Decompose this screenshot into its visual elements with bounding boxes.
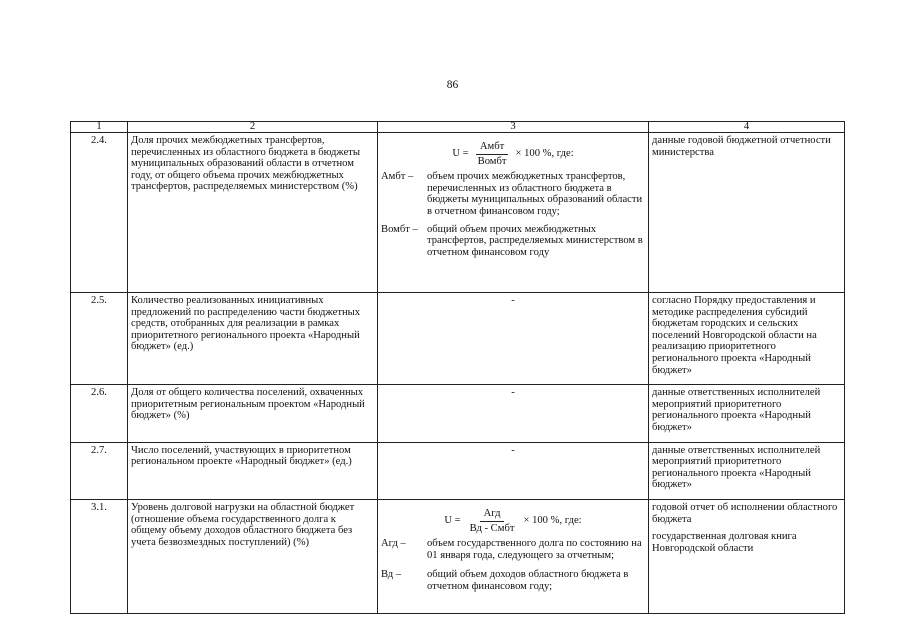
- calculation-method: [378, 133, 649, 293]
- column-header: 3: [378, 122, 649, 133]
- row-number: 3.1.: [71, 499, 128, 613]
- row-number: 2.5.: [71, 293, 128, 385]
- data-source: [649, 385, 845, 442]
- indicator-name: Доля от общего количества поселений, охваченных приоритетным региональным проектом «Народный бюджет» (%): [128, 385, 378, 442]
- indicator-name: Количество реализованных инициативных предложений по распределению части бюджетных средств, отобранных для реализации в рамках приоритетного регионального проекта «Народный бюджет» (ед.): [128, 293, 378, 385]
- formula-rhs: × 100 %, где:: [515, 148, 574, 160]
- column-header: 4: [649, 122, 845, 133]
- source-text: данные годовой бюджетной отчетности министерства: [652, 135, 831, 158]
- row-number: 2.7.: [71, 442, 128, 499]
- definition: [381, 538, 645, 561]
- page-number: 86: [446, 79, 459, 91]
- header-row: [71, 122, 845, 133]
- fraction: [474, 141, 511, 167]
- data-source: [649, 293, 845, 385]
- column-header: 1: [71, 122, 128, 133]
- table-row: [71, 293, 845, 385]
- denominator: Вомбт: [477, 155, 507, 167]
- definition-symbol: Вд –: [381, 569, 402, 581]
- data-source: [649, 499, 845, 613]
- row-number: 2.6.: [71, 385, 128, 442]
- definition-symbol: Вомбт –: [381, 223, 418, 235]
- source-text: годовой отчет об исполнении областного бюджета: [652, 501, 838, 525]
- definition-text: объем государственного долга по состоянию на 01 января года, следующего за отчетным;: [427, 538, 642, 561]
- calculation-method: -: [378, 385, 649, 442]
- formula: [381, 141, 645, 167]
- table-row: [71, 499, 845, 613]
- formula-rhs: × 100 %, где:: [523, 515, 582, 527]
- data-source: [649, 133, 845, 293]
- data-source: [649, 442, 845, 499]
- indicator-name: Доля прочих межбюджетных трансфертов, перечисленных из областного бюджета в бюджеты муниципальных образований области в отчетном году, от общего объема прочих межбюджетных трансфертов, распределяемых министерством (%): [128, 133, 378, 293]
- source-text: государственная долговая книга Новгородской области: [652, 531, 797, 554]
- formula: [381, 508, 645, 534]
- indicator-name: Число поселений, участвующих в приоритетном региональном проекте «Народный бюджет» (ед.): [128, 442, 378, 499]
- denominator: Вд - Смбт: [469, 522, 515, 534]
- numerator: Амбт: [476, 141, 508, 155]
- column-header: 2: [128, 122, 378, 133]
- table-row: [71, 133, 845, 293]
- definition-symbol: Агд –: [381, 538, 406, 550]
- indicator-name: Уровень долговой нагрузки на областной бюджет (отношение объема государственного долга к общему объему доходов областного бюджета без учета безвозмездных поступлений) (%): [128, 499, 378, 613]
- formula-lhs: U =: [452, 148, 469, 160]
- definition: [381, 224, 645, 259]
- indicators-table: [70, 121, 845, 614]
- definition-symbol: Амбт –: [381, 171, 414, 183]
- formula-lhs: U =: [444, 515, 461, 527]
- definition-text: объем прочих межбюджетных трансфертов, перечисленных из областного бюджета в бюджеты муниципальных образований области в отчетном финансовом году;: [427, 171, 643, 217]
- definition: [381, 569, 645, 592]
- source-text: данные ответственных исполнителей мероприятий приоритетного регионального проекта «Народный бюджет»: [652, 387, 821, 433]
- source-text: данные ответственных исполнителей мероприятий приоритетного регионального проекта «Народный бюджет»: [652, 444, 821, 491]
- table-row: [71, 385, 845, 442]
- calculation-method: -: [378, 442, 649, 499]
- source-text: согласно Порядку предоставления и методике распределения субсидий бюджетам городских и сельских поселений Новгородской области на реализацию приоритетного регионального проекта «Народный бюджет»: [652, 295, 817, 376]
- definition: [381, 171, 645, 217]
- table-row: [71, 442, 845, 499]
- numerator: Агд: [480, 508, 505, 522]
- calculation-method: [378, 499, 649, 613]
- fraction: [466, 508, 519, 534]
- definition-text: общий объем доходов областного бюджета в отчетном финансовом году;: [427, 569, 629, 592]
- definition-text: общий объем прочих межбюджетных трансфертов, распределяемых министерством в отчетном финансовом году: [427, 223, 643, 258]
- calculation-method: -: [378, 293, 649, 385]
- row-number: 2.4.: [71, 133, 128, 293]
